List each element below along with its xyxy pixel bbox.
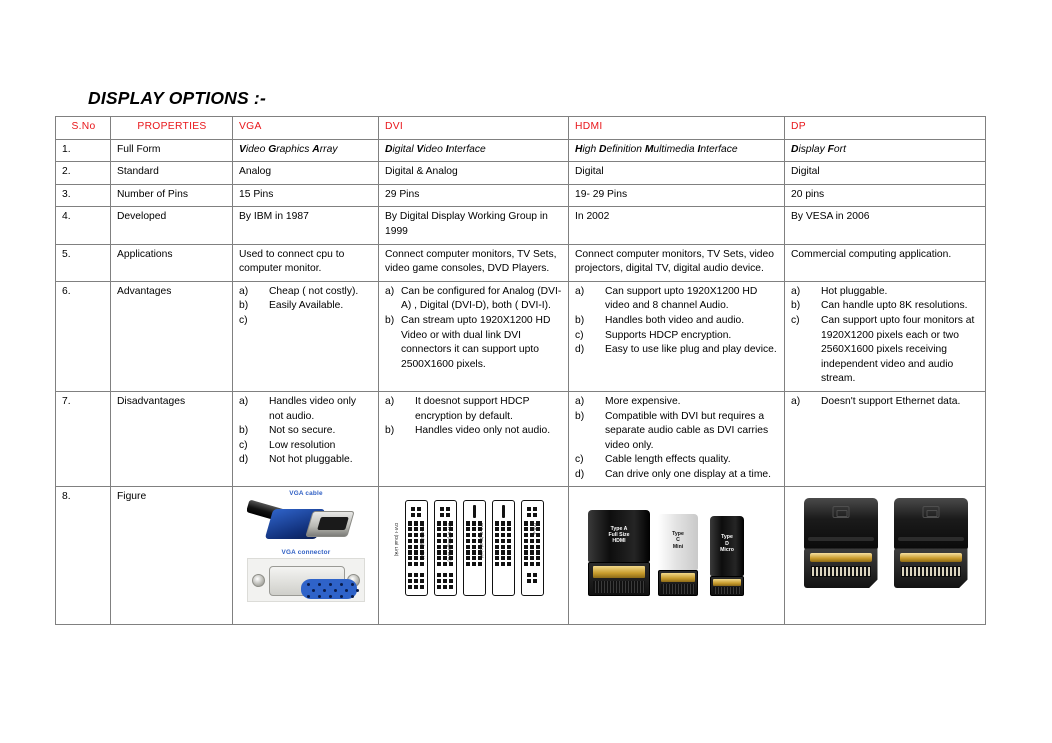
- cell-vga-pins: 15 Pins: [233, 184, 379, 207]
- advantages-list-dvi: [385, 285, 563, 373]
- hdmi-figure: [575, 496, 779, 618]
- table-row: [56, 244, 986, 281]
- hdmi-connector-label: Type C Mini: [672, 531, 684, 550]
- advantages-list-vga: [239, 285, 373, 326]
- list-item-text: It doesnot support HDCP encryption by default.: [415, 395, 530, 422]
- row-number: 8.: [56, 487, 111, 625]
- disadvantages-list-dvi: [385, 395, 563, 439]
- row-number: 6.: [56, 281, 111, 391]
- row-number: 2.: [56, 162, 111, 185]
- cell-dp-advantages: [785, 281, 986, 391]
- row-property: Number of Pins: [111, 184, 233, 207]
- list-item: [575, 343, 779, 358]
- list-item-marker: a): [575, 395, 585, 407]
- list-item-marker: a): [791, 285, 801, 297]
- dvi-connector-label: DVI-I (Dual Link): [394, 523, 400, 557]
- list-item-text: Can drive only one display at a time.: [605, 468, 771, 480]
- list-item-marker: a): [385, 285, 395, 297]
- list-item: [575, 395, 779, 410]
- column-header-sno: S.No: [56, 117, 111, 140]
- vga-connector-label: VGA connector: [281, 549, 331, 557]
- list-item-marker: b): [239, 425, 249, 437]
- list-item-marker: c): [575, 329, 584, 341]
- row-number: 3.: [56, 184, 111, 207]
- list-item: [239, 439, 373, 454]
- vga-cable-label: VGA cable: [289, 490, 323, 498]
- table-row: [56, 207, 986, 244]
- vga-figure: [239, 490, 373, 612]
- dvi-connector-label: DVI-I (Single Link): [419, 523, 425, 561]
- dvi-figure: [385, 490, 563, 612]
- hdmi-connector-label: Type A Full Size HDMI: [608, 526, 630, 545]
- list-item-marker: b): [385, 314, 395, 326]
- disadvantages-list-vga: [239, 395, 373, 468]
- disadvantages-list-dp: [791, 395, 980, 410]
- table-row: [56, 184, 986, 207]
- cell-dp-full-form: Display Fort: [785, 139, 986, 162]
- row-property: Figure: [111, 487, 233, 625]
- list-item-text: Can be configured for Analog (DVI-A) , Digital (DVI-D), both ( DVI-I).: [401, 285, 562, 312]
- column-header-hdmi: HDMI: [569, 117, 785, 140]
- list-item-marker: a): [385, 395, 395, 407]
- table-header: [56, 117, 986, 140]
- list-item: [575, 314, 779, 329]
- cell-dvi-developed: By Digital Display Working Group in 1999: [379, 207, 569, 244]
- list-item-text: Can support upto 1920X1200 HD video and 8 channel Audio.: [605, 285, 758, 312]
- row-property: Full Form: [111, 139, 233, 162]
- hdmi-connector: [588, 510, 650, 596]
- page-title: DISPLAY OPTIONS :-: [88, 88, 266, 108]
- list-item-text: Handles video only not audio.: [415, 425, 551, 437]
- row-number: 4.: [56, 207, 111, 244]
- list-item: [575, 285, 779, 314]
- vga-connector-image: [247, 558, 365, 602]
- dvi-connector-label: DVI-A: [531, 523, 537, 536]
- list-item-text: Cable length effects quality.: [605, 454, 731, 466]
- list-item-text: Not so secure.: [269, 425, 336, 437]
- dvi-connector: [479, 500, 515, 596]
- list-item: [385, 424, 563, 439]
- list-item-text: Can support upto four monitors at 1920X1200 pixels each or two 2560X1600 pixels receiving independent video and audio stream.: [821, 314, 975, 385]
- column-header-dvi: DVI: [379, 117, 569, 140]
- column-header-vga: VGA: [233, 117, 379, 140]
- list-item-marker: d): [575, 468, 585, 480]
- cell-dvi-figure: [379, 487, 569, 625]
- advantages-list-hdmi: [575, 285, 779, 358]
- list-item-marker: b): [575, 314, 585, 326]
- table-row: [56, 139, 986, 162]
- cell-hdmi-figure: [569, 487, 785, 625]
- list-item: [575, 453, 779, 468]
- list-item: [791, 299, 980, 314]
- list-item: [385, 285, 563, 314]
- list-item-text: Easy to use like plug and play device.: [605, 344, 777, 356]
- row-property: Disadvantages: [111, 391, 233, 487]
- cell-vga-full-form: Video Graphics Array: [233, 139, 379, 162]
- cell-dp-standard: Digital: [785, 162, 986, 185]
- list-item-marker: a): [239, 285, 249, 297]
- list-item-marker: b): [575, 410, 585, 422]
- table-row: [56, 487, 986, 625]
- row-number: 7.: [56, 391, 111, 487]
- row-property: Standard: [111, 162, 233, 185]
- list-item-marker: c): [575, 454, 584, 466]
- cell-hdmi-developed: In 2002: [569, 207, 785, 244]
- list-item-marker: a): [575, 285, 585, 297]
- cell-dp-developed: By VESA in 2006: [785, 207, 986, 244]
- list-item-text: Cheap ( not costly).: [269, 285, 359, 297]
- list-item-text: Can handle upto 8K resolutions.: [821, 300, 968, 312]
- list-item-marker: d): [575, 344, 585, 356]
- row-property: Advantages: [111, 281, 233, 391]
- cell-hdmi-standard: Digital: [569, 162, 785, 185]
- list-item-marker: a): [791, 395, 801, 407]
- vga-cable-image: [247, 499, 365, 549]
- list-item: [791, 395, 980, 410]
- list-item: [575, 329, 779, 344]
- table-header-row: [56, 117, 986, 140]
- list-item: [575, 410, 779, 454]
- cell-vga-developed: By IBM in 1987: [233, 207, 379, 244]
- cell-dp-pins: 20 pins: [785, 184, 986, 207]
- hdmi-connector: [710, 516, 744, 596]
- cell-hdmi-pins: 19- 29 Pins: [569, 184, 785, 207]
- cell-dvi-full-form: Digital Video Interface: [379, 139, 569, 162]
- list-item-marker: c): [239, 314, 248, 326]
- cell-hdmi-applications: Connect computer monitors, TV Sets, video projectors, digital TV, digital audio device.: [569, 244, 785, 281]
- cell-dvi-applications: Connect computer monitors, TV Sets, video game consoles, DVD Players.: [379, 244, 569, 281]
- table-row: [56, 162, 986, 185]
- dvi-connector-label: DVI-D (Single Link): [446, 523, 452, 563]
- cell-vga-standard: Analog: [233, 162, 379, 185]
- row-property: Applications: [111, 244, 233, 281]
- cell-dvi-standard: Digital & Analog: [379, 162, 569, 185]
- column-header-dp: DP: [785, 117, 986, 140]
- list-item-marker: c): [239, 439, 248, 451]
- list-item-text: Doesn't support Ethernet data.: [821, 395, 961, 407]
- cell-vga-applications: Used to connect cpu to computer monitor.: [233, 244, 379, 281]
- dvi-connector-label: DVI-D (Dual Link): [479, 523, 485, 559]
- list-item: [239, 395, 373, 424]
- list-item-marker: d): [239, 454, 249, 466]
- list-item: [239, 453, 373, 468]
- row-number: 5.: [56, 244, 111, 281]
- column-header-properties: PROPERTIES: [111, 117, 233, 140]
- cell-dp-disadvantages: [785, 391, 986, 487]
- list-item-text: Handles both video and audio.: [605, 314, 745, 326]
- hdmi-connector: [658, 514, 698, 596]
- list-item-marker: a): [239, 395, 249, 407]
- list-item: [239, 299, 373, 314]
- list-item: [239, 424, 373, 439]
- list-item: [791, 314, 980, 387]
- cell-hdmi-full-form: High Definition Multimedia Interface: [569, 139, 785, 162]
- list-item: [385, 314, 563, 372]
- list-item-text: Compatible with DVI but requires a separate audio cable as DVI carries video only.: [605, 410, 769, 451]
- disadvantages-list-hdmi: [575, 395, 779, 483]
- cell-dvi-disadvantages: [379, 391, 569, 487]
- cell-vga-figure: [233, 487, 379, 625]
- advantages-list-dp: [791, 285, 980, 387]
- list-item-marker: b): [791, 300, 801, 312]
- list-item-text: Supports HDCP encryption.: [605, 329, 732, 341]
- dp-connector: [894, 498, 968, 588]
- dp-connector: [804, 498, 878, 588]
- row-property: Developed: [111, 207, 233, 244]
- cell-dp-figure: [785, 487, 986, 625]
- list-item: [791, 285, 980, 300]
- list-item-marker: b): [239, 300, 249, 312]
- list-item-marker: c): [791, 314, 800, 326]
- list-item-text: Low resolution: [269, 439, 336, 451]
- table-row: [56, 281, 986, 391]
- cell-vga-disadvantages: [233, 391, 379, 487]
- list-item-text: More expensive.: [605, 395, 681, 407]
- dp-figure: [791, 498, 980, 620]
- display-options-comparison-table: [55, 116, 986, 625]
- list-item-text: Hot pluggable.: [821, 285, 888, 297]
- list-item-text: Not hot pluggable.: [269, 454, 353, 466]
- list-item-text: Easily Available.: [269, 300, 344, 312]
- list-item: [239, 285, 373, 300]
- list-item-marker: b): [385, 425, 395, 437]
- cell-hdmi-advantages: [569, 281, 785, 391]
- list-item: [575, 468, 779, 483]
- list-item-text: Can stream upto 1920X1200 HD Video or with dual link DVI connectors it can support upto 2500X1600 pixels.: [401, 314, 551, 370]
- list-item-text: Handles video only not audio.: [269, 395, 357, 422]
- hdmi-connector-label: Type D Micro: [720, 534, 734, 553]
- cell-dp-applications: Commercial computing application.: [785, 244, 986, 281]
- cell-vga-advantages: [233, 281, 379, 391]
- cell-hdmi-disadvantages: [569, 391, 785, 487]
- list-item: [385, 395, 563, 424]
- cell-dvi-pins: 29 Pins: [379, 184, 569, 207]
- dvi-connector: [521, 500, 544, 596]
- cell-dvi-advantages: [379, 281, 569, 391]
- table-row: [56, 391, 986, 487]
- row-number: 1.: [56, 139, 111, 162]
